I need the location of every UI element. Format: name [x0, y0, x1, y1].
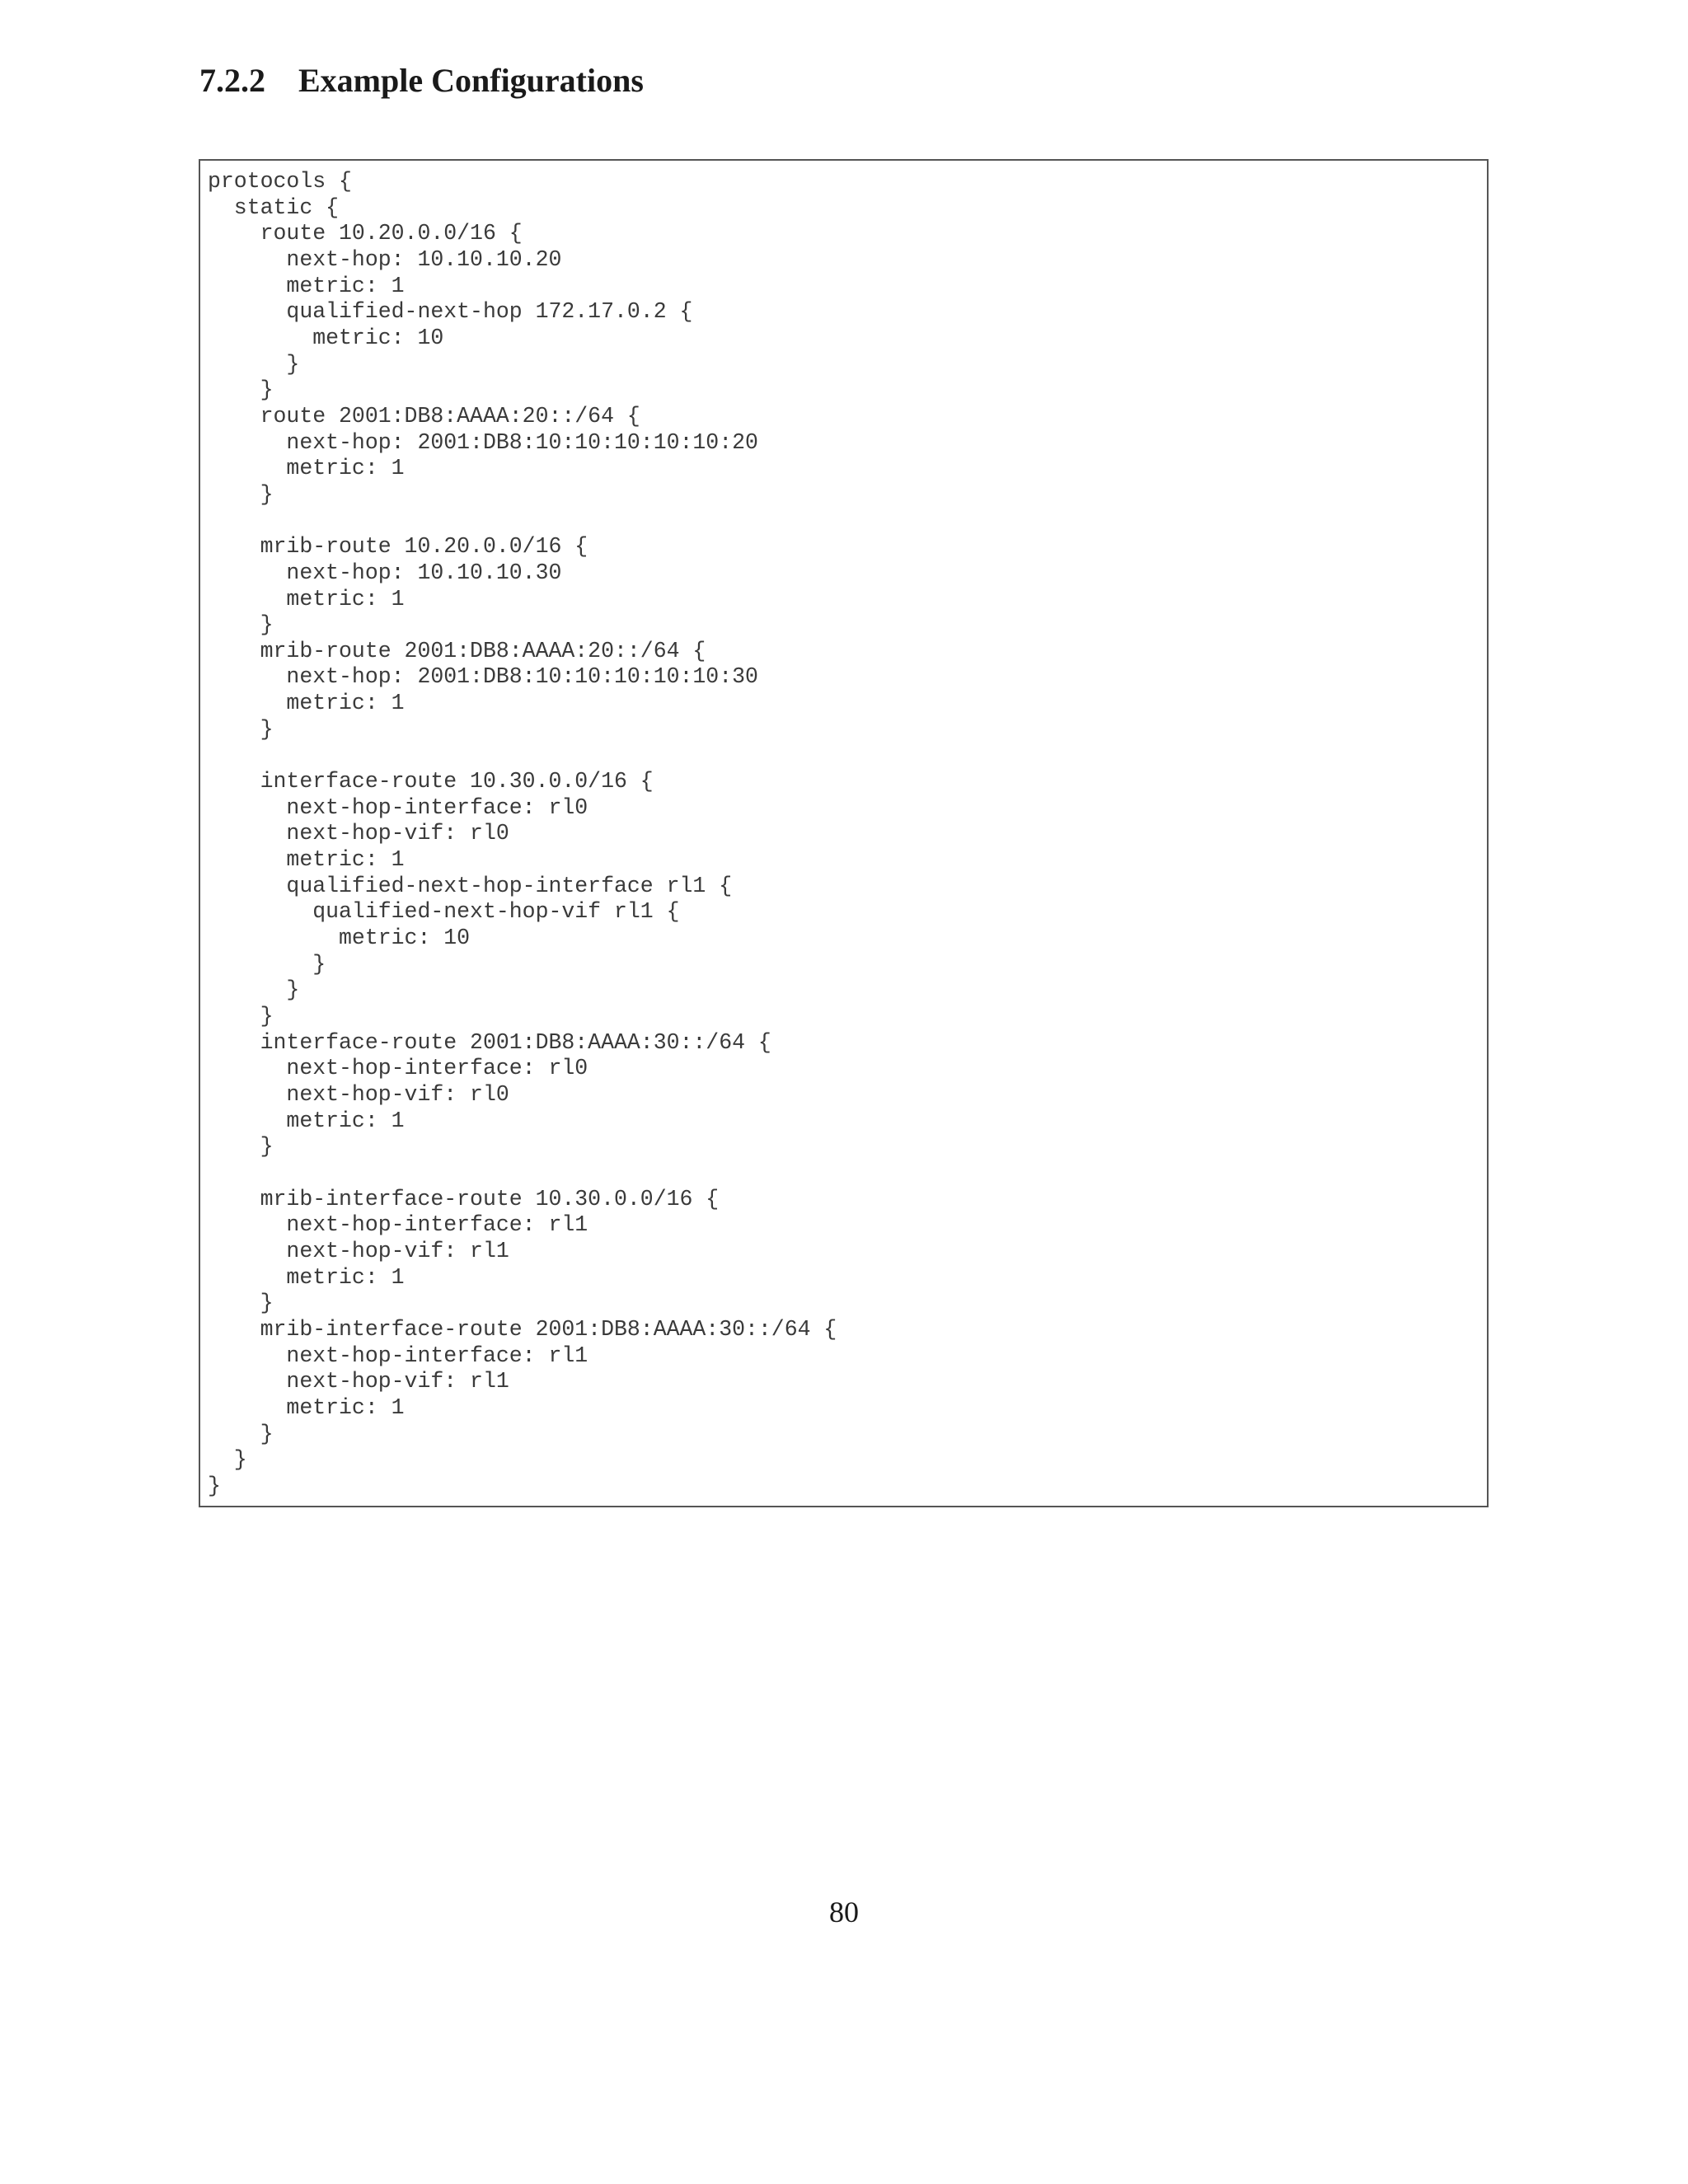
code-listing-box [199, 159, 1489, 1507]
config-code-listing: protocols { static { route 10.20.0.0/16 { next-hop: 10.10.10.20 metric: 1 qualified-next-hop 172.17.0.2 { metric: 10 } } route 2001:DB8:AAAA:20::/64 { next-hop: 2001:DB8:10:10:10:10:10:20 metric: 1 } mrib-route 10.20.0.0/16 { next-hop: 10.10.10.30 metric: 1 } mrib-route 2001:DB8:AAAA:20::/64 { next-hop: 2001:DB8:10:10:10:10:10:30 metric: 1 } interface-route 10.30.0.0/16 { next-hop-interface: rl0 next-hop-vif: rl0 metric: 1 qualified-next-hop-interface rl1 { qualified-next-hop-vif rl1 { metric: 10 } } } interface-route 2001:DB8:AAAA:30::/64 { next-hop-interface: rl0 next-hop-vif: rl0 metric: 1 } mrib-interface-route 10.30.0.0/16 { next-hop-interface: rl1 next-hop-vif: rl1 metric: 1 } mrib-interface-route 2001:DB8:AAAA:30::/64 { next-hop-interface: rl1 next-hop-vif: rl1 metric: 1 } } } [208, 169, 837, 1498]
section-number: 7.2.2 [199, 62, 265, 99]
section-heading [199, 56, 644, 105]
section-title: Example Configurations [298, 62, 644, 99]
page-number: 80 [829, 1896, 859, 1929]
